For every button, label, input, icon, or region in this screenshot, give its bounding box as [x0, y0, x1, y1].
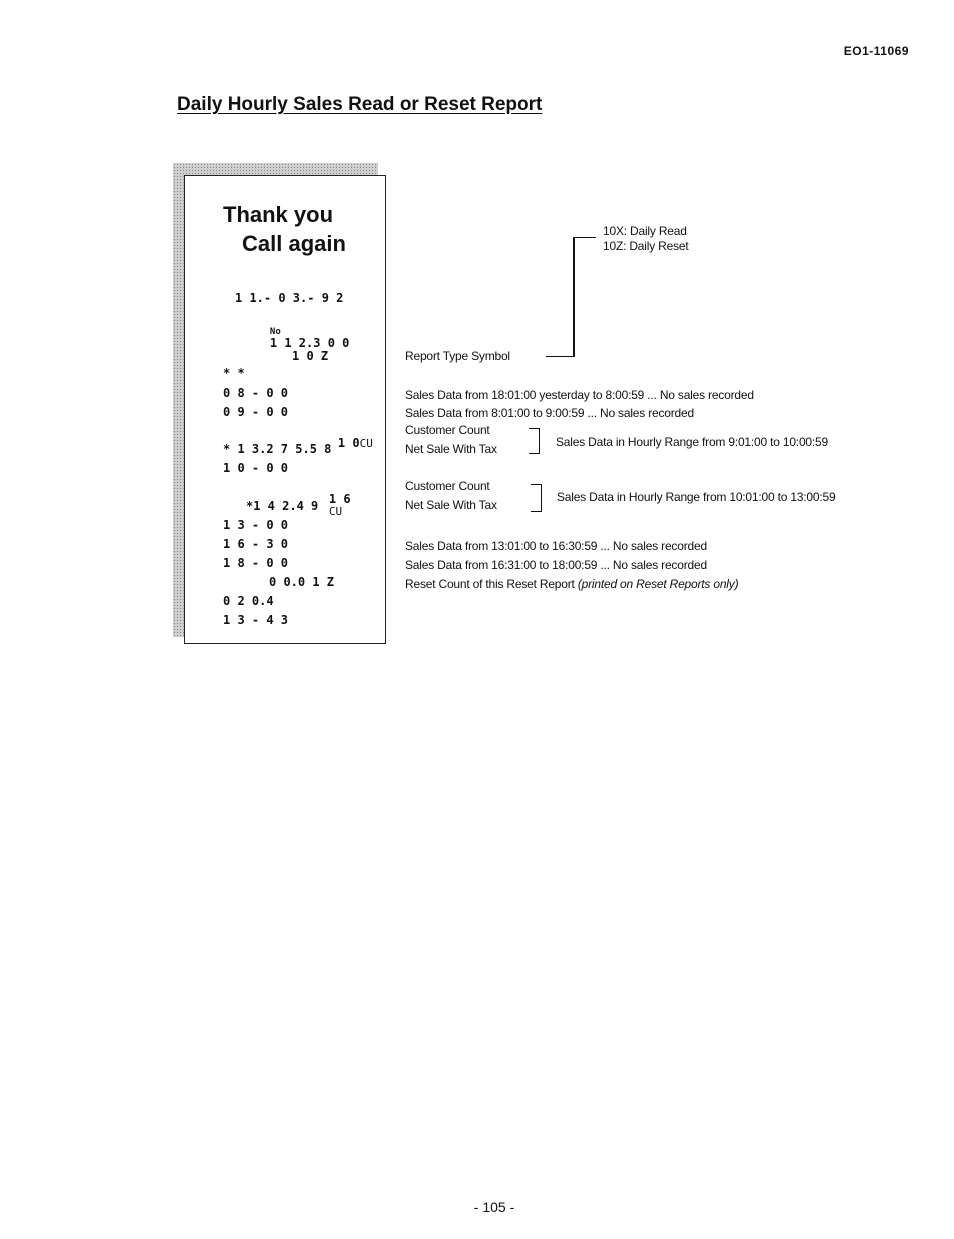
receipt-count-2-value: 1 6 [328, 492, 351, 506]
range-1-label: Sales Data in Hourly Range from 9:01:00 to 10:00:59 [556, 435, 828, 449]
receipt-count-1-unit: CU [359, 437, 373, 450]
net-sale-label-2: Net Sale With Tax [405, 498, 497, 512]
receipt-reset-count: 0 0.0 1 Z [269, 575, 335, 589]
receipt [184, 175, 386, 644]
page-title: Daily Hourly Sales Read or Reset Report [177, 94, 543, 115]
range-2-bracket [531, 484, 542, 512]
desc-line-5-text: Reset Count of this Reset Report [405, 577, 575, 591]
net-sale-label-1: Net Sale With Tax [405, 442, 497, 456]
receipt-date-2: 0 2 0.4 [223, 594, 274, 608]
receipt-hour-0800: 0 8 - 0 0 [223, 386, 289, 400]
customer-count-label-1: Customer Count [405, 423, 490, 437]
report-type-connector-bottom [546, 356, 575, 357]
receipt-hour-1300: 1 3 - 0 0 [223, 518, 289, 532]
receipt-hour-1630: 1 6 - 3 0 [223, 537, 289, 551]
receipt-report-symbol: 1 0 Z [292, 349, 329, 363]
desc-line-4: Sales Data from 16:31:00 to 18:00:59 ... No sales recorded [405, 558, 707, 572]
receipt-number-prefix: No [269, 327, 281, 337]
receipt-count-1-value: 1 0 [337, 436, 360, 450]
receipt-greeting-2: Call again [242, 231, 346, 256]
desc-line-5-note: (printed on Reset Reports only) [577, 577, 739, 591]
customer-count-label-2: Customer Count [405, 479, 490, 493]
receipt-amount-1: * 1 3.2 7 5.5 8 [223, 442, 332, 456]
report-type-label: Report Type Symbol [405, 349, 510, 363]
range-2-label: Sales Data in Hourly Range from 10:01:00 to 13:00:59 [557, 490, 836, 504]
receipt-count-2-unit: CU [328, 505, 343, 518]
receipt-stars: * * [223, 366, 245, 380]
receipt-number: 1 1 2.3 0 0 [269, 336, 350, 350]
desc-line-1: Sales Data from 18:01:00 yesterday to 8:00:59 ... No sales recorded [405, 388, 754, 402]
receipt-hour-1000: 1 0 - 0 0 [223, 461, 289, 475]
range-1-bracket [529, 428, 540, 454]
report-type-connector-vertical [573, 237, 575, 357]
receipt-greeting-1: Thank you [223, 202, 334, 227]
desc-line-5 [405, 578, 738, 590]
desc-line-3: Sales Data from 13:01:00 to 16:30:59 ... No sales recorded [405, 539, 707, 553]
reset-code-label: 10Z: Daily Reset [603, 239, 689, 253]
receipt-date: 1 1.- 0 3.- 9 2 [235, 291, 344, 305]
read-code-label: 10X: Daily Read [603, 224, 687, 238]
receipt-hour-0900: 0 9 - 0 0 [223, 405, 289, 419]
document-id: EO1-11069 [843, 44, 909, 58]
receipt-amount-2: *1 4 2.4 9 [246, 499, 319, 513]
desc-line-2: Sales Data from 8:01:00 to 9:00:59 ... No sales recorded [405, 406, 694, 420]
receipt-time: 1 3 - 4 3 [223, 613, 289, 627]
report-type-connector-top [574, 237, 596, 238]
page-number: - 105 - [473, 1199, 515, 1215]
receipt-hour-1800: 1 8 - 0 0 [223, 556, 289, 570]
